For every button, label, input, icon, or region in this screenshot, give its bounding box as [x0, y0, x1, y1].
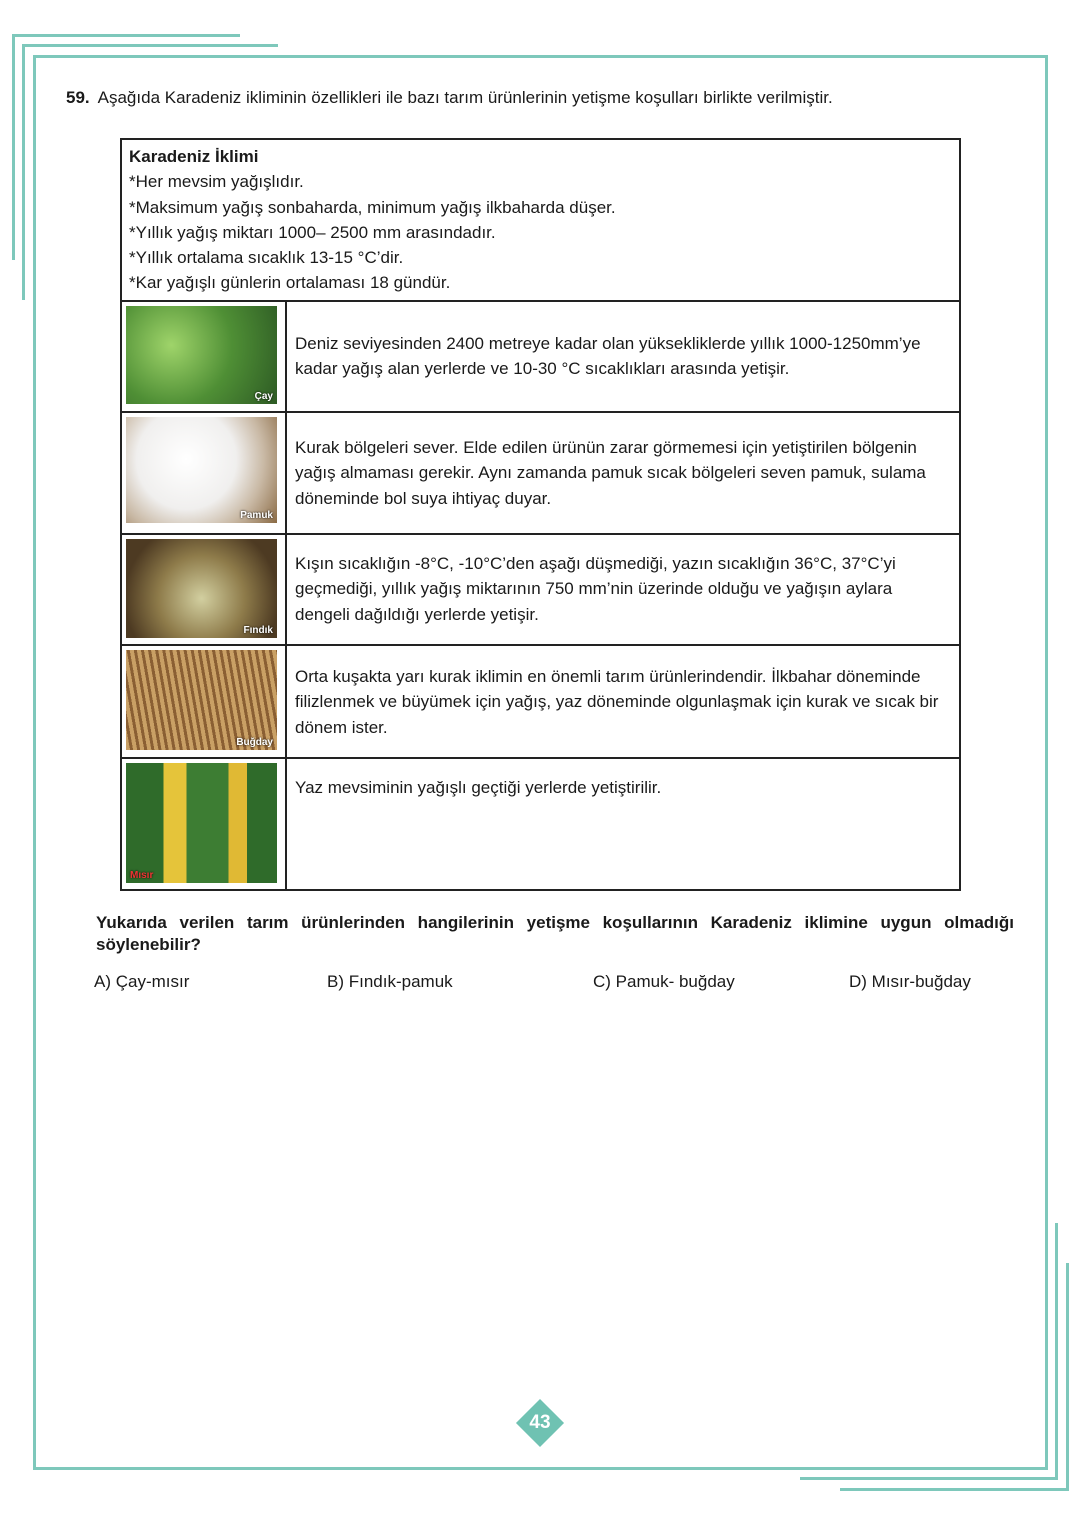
crop-description: Kışın sıcaklığın -8°C, -10°C’den aşağı düşmediği, yazın sıcaklığın 36°C, 37°C’yi geçmediği, yıllık yağış miktarının 750 mm’nin üzerinde olduğu ve yağışın aylara dengeli dağıldığı yerlerde yetişir.	[286, 534, 960, 645]
question-prompt-end: söylenebilir?	[96, 935, 201, 954]
crop-row-bugday	[121, 645, 960, 758]
crop-row-pamuk	[121, 412, 960, 534]
option-d[interactable]: D) Mısır-buğday	[849, 972, 971, 991]
question-text: Aşağıda Karadeniz ikliminin özellikleri ile bazı tarım ürünlerinin yetişme koşulları birlikte verilmiştir.	[97, 88, 833, 107]
option-b[interactable]: B) Fındık-pamuk	[327, 972, 453, 991]
climate-item: *Kar yağışlı günlerin ortalaması 18 gündür.	[129, 273, 451, 293]
wheat-image	[126, 650, 277, 750]
image-caption: Buğday	[236, 736, 273, 748]
option-c[interactable]: C) Pamuk- buğday	[593, 972, 735, 991]
crop-description: Deniz seviyesinden 2400 metreye kadar olan yüksekliklerde yıllık 1000-1250mm’ye kadar yağış alan yerlerde ve 10-30 °C sıcaklıkları arasında yetişir.	[286, 301, 960, 412]
climate-title: Karadeniz İklimi	[129, 147, 259, 166]
corn-image	[126, 763, 277, 883]
image-caption: Mısır	[130, 869, 154, 881]
image-caption: Pamuk	[240, 509, 273, 521]
crop-row-cay	[121, 301, 960, 412]
crop-row-findik	[121, 534, 960, 645]
image-caption: Fındık	[243, 624, 273, 636]
image-caption: Çay	[254, 390, 273, 402]
question-prompt: Yukarıda verilen tarım ürünlerinden hangilerinin yetişme koşullarının Karadeniz iklimine uygun olmadığı	[96, 913, 1014, 932]
climate-item: *Her mevsim yağışlıdır.	[129, 172, 304, 192]
cotton-image	[126, 417, 277, 523]
climate-box	[121, 139, 960, 301]
option-a[interactable]: A) Çay-mısır	[94, 972, 190, 991]
crop-description: Kurak bölgeleri sever. Elde edilen ürünün zarar görmemesi için yetiştirilen bölgenin yağış almaması gerekir. Aynı zamanda pamuk sıcak bölgeleri seven pamuk, sulama döneminde bol suya ihtiyaç duyar.	[286, 412, 960, 534]
crop-description: Yaz mevsiminin yağışlı geçtiği yerlerde yetiştirilir.	[286, 758, 960, 890]
climate-item: *Maksimum yağış sonbaharda, minimum yağış ilkbaharda düşer.	[129, 197, 616, 217]
question-stem	[66, 88, 833, 108]
climate-item: *Yıllık yağış miktarı 1000– 2500 mm arasındadır.	[129, 222, 496, 242]
crop-row-misir	[121, 758, 960, 890]
climate-item: *Yıllık ortalama sıcaklık 13-15 °C’dir.	[129, 248, 404, 268]
hazelnut-image	[126, 539, 277, 638]
tea-image	[126, 306, 277, 404]
question-number: 59.	[66, 88, 90, 107]
crop-description: Orta kuşakta yarı kurak iklimin en önemli tarım ürünlerindendir. İlkbahar döneminde filizlenmek ve büyümek için yağış, yaz döneminde olgunlaşmak için kurak ve sıcak bir dönem ister.	[286, 645, 960, 758]
crop-table	[120, 138, 961, 891]
page-number: 43	[529, 1412, 551, 1433]
